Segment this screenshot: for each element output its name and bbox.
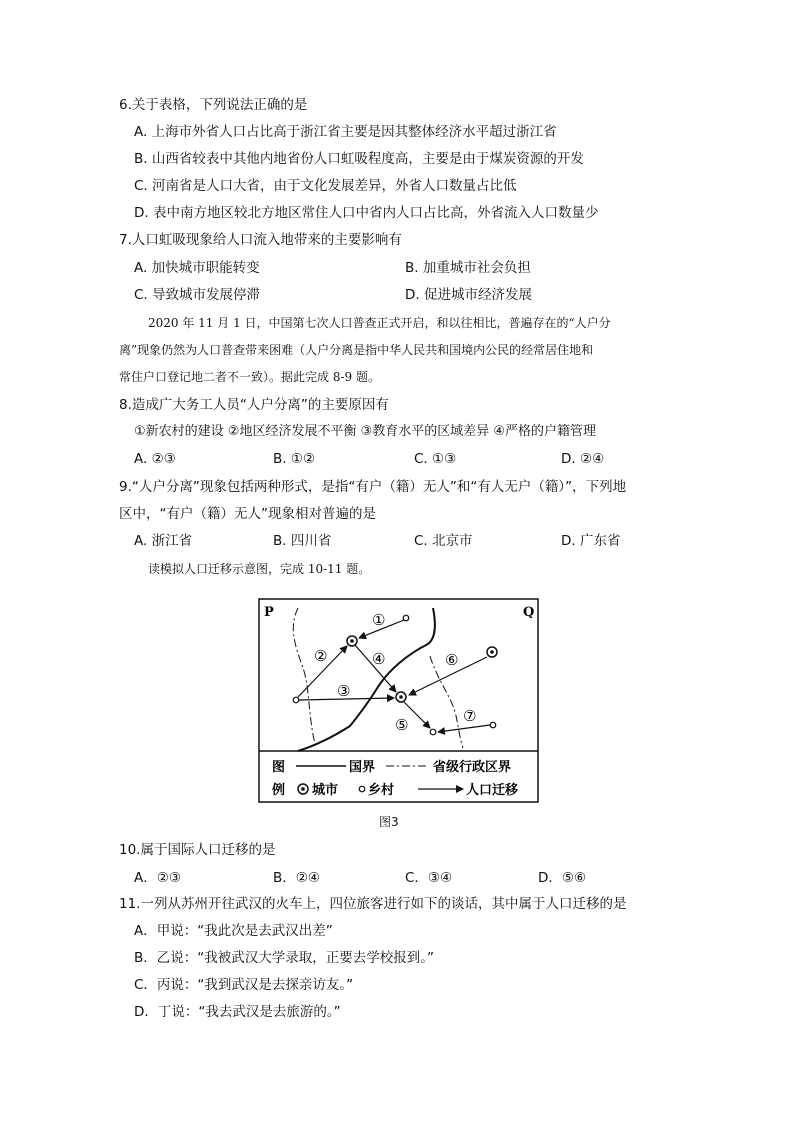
legend-title-1: 图 — [272, 760, 286, 775]
legend-village-symbol — [359, 786, 365, 792]
q9-option-a: A. 浙江省 — [134, 533, 193, 549]
q8-option-a: A. ②③ — [134, 451, 176, 467]
migration-map — [258, 598, 539, 803]
q9-stem-line1: 9.“人户分离”现象包括两种形式，是指“有户（籍）无人”和“有人无户（籍）”，下列地 — [119, 479, 627, 495]
legend-title-2: 例 — [272, 783, 286, 798]
q9-option-c: C. 北京市 — [414, 533, 473, 549]
q11-option-b: B．乙说：“我被武汉大学录取，正要去学校报到。” — [134, 950, 434, 966]
q9-stem-line2: 区中，“有户（籍）无人”现象相对普遍的是 — [119, 506, 376, 522]
label-6: ⑥ — [445, 651, 459, 669]
q8-option-b: B. ①② — [273, 451, 316, 467]
q8-stem: 8.造成广大务工人员“人户分离”的主要原因有 — [119, 397, 389, 413]
label-3: ③ — [337, 682, 351, 700]
q7-option-a: A. 加快城市职能转变 — [134, 260, 260, 276]
figure-caption: 图3 — [379, 815, 399, 829]
legend-city-label: 城市 — [312, 783, 339, 798]
q6-option-a: A. 上海市外省人口占比高于浙江省主要是因其整体经济水平超过浙江省 — [134, 124, 557, 140]
village-1 — [403, 615, 409, 621]
city-north — [347, 636, 357, 646]
corner-label-q: Q — [523, 605, 535, 620]
corner-label-p: P — [264, 605, 274, 620]
migration-map-svg — [258, 598, 539, 803]
passage1-line2: 离”现象仍然为人口普查带来困难（人户分离是指中华人民共和国境内公民的经常居住地和 — [119, 343, 594, 357]
legend-migration-label: 人口迁移 — [466, 783, 519, 798]
legend-city-symbol — [298, 784, 308, 794]
passage1-line3: 常住户口登记地二者不一致）。据此完成 8-9 题。 — [119, 370, 380, 384]
q6-stem: 6.关于表格，下列说法正确的是 — [119, 97, 308, 113]
q7-option-c: C. 导致城市发展停滞 — [134, 287, 261, 303]
q8-items: ①新农村的建设 ②地区经济发展不平衡 ③教育水平的区域差异 ④严格的户籍管理 — [134, 424, 597, 439]
legend-village-label: 乡村 — [368, 783, 395, 798]
q8-option-d: D. ②④ — [561, 451, 605, 467]
q9-option-b: B. 四川省 — [273, 533, 332, 549]
village-2 — [293, 697, 299, 703]
passage2: 读模拟人口迁移示意图，完成 10-11 题。 — [148, 562, 371, 576]
label-7: ⑦ — [463, 707, 477, 725]
q11-option-d: D．丁说：“我去武汉是去旅游的。” — [134, 1004, 341, 1020]
q7-option-d: D. 促进城市经济发展 — [405, 287, 532, 303]
city-center — [396, 692, 406, 702]
q6-option-c: C. 河南省是人口大省，由于文化发展差异，外省人口数量占比低 — [134, 178, 517, 194]
legend-province-label: 省级行政区界 — [433, 760, 512, 775]
label-4: ④ — [372, 650, 386, 668]
q10-option-c: C．③④ — [405, 870, 453, 886]
q8-option-c: C. ①③ — [414, 451, 457, 467]
label-5: ⑤ — [395, 716, 409, 734]
q11-option-a: A．甲说：“我此次是去武汉出差” — [134, 923, 333, 939]
q11-option-c: C．丙说：“我到武汉是去探亲访友。” — [134, 977, 354, 993]
village-3 — [430, 729, 436, 735]
label-1: ① — [372, 611, 386, 629]
label-2: ② — [314, 647, 328, 665]
q6-option-d: D. 表中南方地区较北方地区常住人口中省内人口占比高，外省流入人口数量少 — [134, 205, 599, 221]
q7-stem: 7.人口虹吸现象给人口流入地带来的主要影响有 — [119, 232, 402, 248]
q9-option-d: D. 广东省 — [561, 533, 621, 549]
q6-option-b: B. 山西省较表中其他内地省份人口虹吸程度高，主要是由于煤炭资源的开发 — [134, 151, 584, 167]
legend-border-label: 国界 — [349, 760, 376, 775]
q10-option-b: B．②④ — [273, 870, 320, 886]
q10-option-d: D．⑤⑥ — [538, 870, 587, 886]
passage1-line1: 2020 年 11 月 1 日，中国第七次人口普查正式开启，和以往相比，普遍存在的“人户分 — [148, 316, 611, 330]
q7-option-b: B. 加重城市社会负担 — [405, 260, 531, 276]
city-east — [487, 647, 497, 657]
q10-option-a: A．②③ — [134, 870, 181, 886]
village-4 — [490, 722, 496, 728]
q11-stem: 11.一列从苏州开往武汉的火车上，四位旅客进行如下的谈话，其中属于人口迁移的是 — [119, 896, 627, 912]
q10-stem: 10.属于国际人口迁移的是 — [119, 842, 276, 858]
